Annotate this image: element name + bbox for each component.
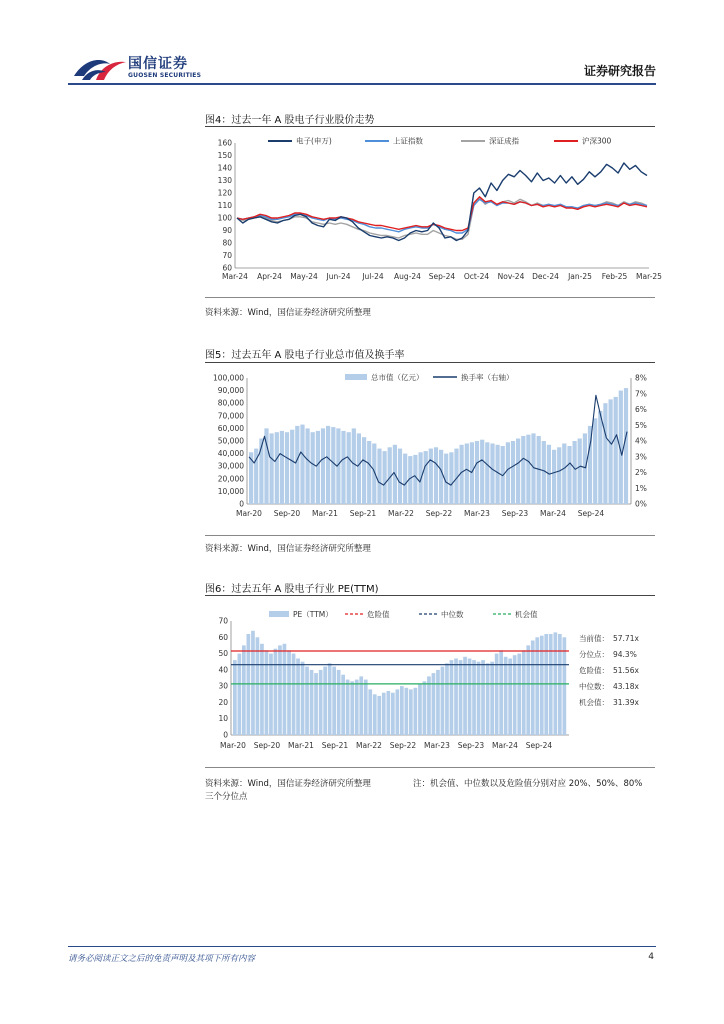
fig5-market-cap-bar [290,430,294,504]
fig6-pe-bar [432,673,436,735]
fig6-pe-bar [310,670,314,735]
fig4-source: 资料来源：Wind，国信证券经济研究所整理 [205,308,371,318]
fig5-market-cap-bar [403,454,407,504]
fig6-y-tick-label: 30 [218,681,228,691]
fig5-market-cap-bar [306,428,310,504]
fig4-x-tick-label: Apr-24 [257,272,282,281]
fig6-pe-bar [472,660,476,735]
fig5-market-cap-bar [593,418,597,504]
fig6-pe-bar [409,689,413,735]
fig5-x-tick-label: Sep-20 [273,509,301,518]
fig4-x-tick-label: Dec-24 [532,272,559,281]
fig6-pe-bar [373,694,377,735]
fig4-series-line [237,163,647,241]
fig6-pe-bar [305,667,309,735]
fig6-stat-label: 危险值： [579,666,609,675]
fig6-pe-bar [292,654,296,735]
fig5-market-cap-bar [316,431,320,504]
fig6-pe-bar [486,663,490,735]
fig5-market-cap-bar [321,428,325,504]
fig6-y-tick-label: 70 [218,616,228,626]
fig6-stat-label: 分位点： [579,650,609,659]
fig5-market-cap-bar [609,399,613,504]
fig6-pe-bar [319,670,323,735]
fig6-stat-label: 当前值： [579,634,609,643]
fig4-y-tick-label: 60 [222,263,232,273]
fig5-y-right-tick-label: 1% [635,483,647,493]
fig5-legend-label: 换手率（右轴） [461,373,514,382]
fig5-market-cap-bar [475,441,479,504]
fig5-market-cap-bar [424,451,428,504]
fig6-pe-bar [423,681,427,735]
fig6-pe-bar [287,650,291,735]
fig6-pe-bar [418,685,422,736]
fig4-x-tick-label: Mar-24 [222,272,248,281]
fig6-x-tick-label: Sep-22 [389,741,417,750]
fig6-pe-bar [544,634,548,735]
fig5-y-right-tick-label: 4% [635,436,647,446]
fig6-pe-bar [441,667,445,735]
fig6-pe-bar [454,659,458,736]
fig5-y-right-tick-label: 5% [635,420,647,430]
fig5-top-rule [205,362,655,363]
fig6-pe-bar [495,654,499,735]
fig6-pe-bar [490,662,494,735]
fig6-y-tick-label: 20 [218,697,228,707]
page-number: 4 [648,952,654,962]
fig6-pe-bar [382,693,386,735]
fig6-pe-bar [459,660,463,735]
fig6-stat-value: 43.18x [613,682,639,691]
fig6-pe-bar [265,650,269,735]
fig6-y-tick-label: 40 [218,665,228,675]
fig5-market-cap-bar [562,444,566,505]
fig6-pe-bar [346,680,350,735]
fig5-y-left-tick-label: 50,000 [217,436,244,446]
fig6-pe-bar [405,688,409,735]
fig5-market-cap-bar [614,397,618,504]
fig4-x-tick-label: May-24 [290,272,318,281]
fig5-y-right-tick-label: 8% [635,373,647,383]
fig6-pe-bar [332,667,336,735]
fig4-y-tick-label: 160 [217,138,232,148]
fig6-pe-bar [238,654,242,735]
fig6-note: 注：机会值、中位数以及危险值分别对应 20%、50%、80% [413,779,643,789]
fig6-pe-bar [535,637,539,735]
fig6-x-tick-label: Mar-21 [288,741,314,750]
fig4-top-rule [205,126,655,127]
fig6-x-tick-label: Sep-21 [321,741,349,750]
fig4-x-tick-label: Jan-25 [568,272,592,281]
fig6-pe-bar [463,657,467,735]
fig5-market-cap-bar [573,441,577,504]
fig6-stat-value: 57.71x [613,634,639,643]
fig6-legend-label: 机会值 [515,610,538,619]
fig5-market-cap-bar [583,433,587,504]
fig4-y-tick-label: 80 [222,238,232,248]
fig6-pe-bar [256,637,260,735]
fig5-y-right-tick-label: 7% [635,389,647,399]
fig4-x-tick-label: Nov-24 [497,272,525,281]
fig4-y-tick-label: 100 [217,213,232,223]
fig6-stat-label: 中位数： [579,682,609,691]
fig4-x-tick-label: Oct-24 [463,272,490,281]
fig6-pe-bar [278,645,282,735]
fig5-y-left-tick-label: 0 [239,499,244,509]
fig6-pe-bar [350,681,354,735]
fig5-market-cap-bar [485,442,489,504]
fig6-pe-bar [450,660,454,735]
fig5-market-cap-bar [542,441,546,504]
fig5-market-cap-bar [413,455,417,504]
fig5-x-tick-label: Mar-21 [312,509,338,518]
fig6-pe-bar [558,634,562,735]
fig4-y-tick-label: 70 [222,251,232,260]
fig6-pe-bar [368,689,372,735]
fig6-pe-bar [477,662,481,735]
fig6-pe-bar [414,688,418,735]
fig5-source: 资料来源：Wind，国信证券经济研究所整理 [205,544,371,554]
fig5-title: 图5：过去五年 A 股电子行业总市值及换手率 [205,350,405,361]
fig5-x-tick-label: Mar-22 [388,509,414,518]
footer-disclaimer: 请务必阅读正文之后的免责声明及其项下所有内容 [68,954,256,964]
fig6-pe-bar [549,634,553,735]
logo-english-name: GUOSEN SECURITIES [128,72,202,79]
fig5-market-cap-bar [429,449,433,504]
fig6-legend-label: 危险值 [367,610,390,619]
fig5-market-cap-bar [367,441,371,504]
fig5-x-tick-label: Mar-23 [464,509,490,518]
fig6-pe-bar [377,696,381,735]
fig6-pe-bar [301,662,305,735]
fig5-legend-label: 总市值（亿元） [371,373,424,382]
fig4-x-tick-label: Feb-25 [601,272,628,281]
fig6-pe-bar [269,654,273,735]
fig5-market-cap-bar [578,439,582,505]
fig5-y-left-tick-label: 90,000 [217,386,244,396]
fig6-pe-bar [468,659,472,736]
fig5-y-left-tick-label: 70,000 [217,411,244,421]
fig5-y-right-tick-label: 2% [635,468,647,477]
fig6-pe-bar [436,670,440,735]
fig6-note-continued: 三个分位点 [205,792,248,802]
fig4-y-tick-label: 150 [217,151,232,160]
fig5-market-cap-bar [449,452,453,504]
fig6-chart [205,603,655,755]
fig6-pe-bar [526,645,530,735]
fig5-market-cap-bar [496,445,500,504]
fig6-pe-bar [247,634,251,735]
fig4-y-tick-label: 110 [217,201,232,210]
fig6-pe-bar [400,686,404,735]
fig6-legend-swatch [269,611,289,617]
fig4-legend-label: 深证成指 [489,136,519,146]
fig6-pe-bar [481,660,485,735]
fig5-market-cap-bar [295,426,299,504]
fig6-pe-bar [283,644,287,735]
fig4-y-tick-label: 120 [217,188,232,198]
fig5-market-cap-bar [490,444,494,505]
fig5-market-cap-bar [465,444,469,505]
fig6-pe-bar [355,680,359,735]
fig6-pe-bar [396,689,400,735]
fig5-market-cap-bar [352,428,356,504]
fig5-market-cap-bar [383,451,387,504]
fig5-market-cap-bar [439,450,443,504]
fig5-x-tick-label: Mar-20 [236,509,262,518]
fig6-pe-bar [508,659,512,736]
fig4-y-tick-label: 130 [217,176,232,185]
fig4-x-tick-label: Aug-24 [394,272,421,281]
fig6-pe-bar [364,680,368,735]
fig6-pe-bar [233,660,237,735]
report-type-title: 证券研究报告 [583,64,656,78]
fig4-legend-label: 上证指数 [393,136,423,146]
fig5-market-cap-bar [552,450,556,504]
fig5-market-cap-bar [362,437,366,504]
guosen-logo-icon [70,50,130,82]
fig5-market-cap-bar [557,447,561,504]
fig6-pe-bar [337,670,341,735]
fig5-market-cap-bar [480,440,484,504]
fig5-market-cap-bar [377,449,381,504]
fig5-market-cap-bar [280,431,284,504]
fig6-pe-bar [499,650,503,735]
fig5-market-cap-bar [470,442,474,504]
fig6-legend-label: 中位数 [441,610,464,619]
fig5-market-cap-bar [598,411,602,504]
fig5-market-cap-bar [567,446,571,504]
fig5-y-right-tick-label: 3% [635,452,647,462]
fig6-stat-value: 51.56x [613,666,639,675]
fig5-market-cap-bar [331,427,335,504]
fig5-market-cap-bar [326,426,330,504]
fig5-market-cap-bar [285,432,289,504]
fig5-market-cap-bar [357,433,361,504]
fig5-legend-swatch [345,374,367,380]
fig4-legend-label: 电子(申万) [296,136,332,146]
fig5-market-cap-bar [300,425,304,504]
fig6-x-tick-label: Mar-20 [220,741,246,750]
fig6-source: 资料来源：Wind，国信证券经济研究所整理 [205,779,371,789]
fig5-market-cap-bar [398,449,402,504]
fig5-market-cap-bar [275,432,279,504]
fig5-y-left-tick-label: 100,000 [212,373,244,383]
fig6-x-tick-label: Sep-24 [525,741,553,750]
footer-divider [68,946,656,947]
fig6-pe-bar [359,676,363,735]
fig6-y-tick-label: 10 [218,714,228,724]
fig5-market-cap-bar [521,436,525,504]
fig5-market-cap-bar [516,439,520,505]
fig6-pe-bar [274,649,278,735]
fig6-stat-value: 94.3% [613,650,637,659]
fig6-x-tick-label: Sep-20 [253,741,281,750]
fig6-top-rule [205,595,655,596]
fig6-x-tick-label: Mar-24 [492,741,518,750]
fig6-pe-bar [242,645,246,735]
fig4-chart [205,128,662,292]
fig5-x-tick-label: Mar-24 [540,509,566,518]
fig5-market-cap-bar [506,442,510,504]
fig5-market-cap-bar [347,432,351,504]
fig5-y-left-tick-label: 80,000 [217,398,244,408]
fig6-x-tick-label: Sep-23 [457,741,485,750]
fig6-stat-label: 机会值： [579,698,609,707]
fig4-x-tick-label: Sep-24 [428,272,456,281]
fig5-y-left-tick-label: 30,000 [217,461,244,471]
fig6-pe-bar [531,641,535,736]
fig5-market-cap-bar [603,403,607,504]
fig4-legend-label: 沪深300 [582,136,612,146]
fig5-bottom-rule [205,535,655,536]
fig6-y-tick-label: 0 [223,730,228,740]
fig6-pe-bar [513,655,517,735]
fig5-x-tick-label: Sep-24 [577,509,605,518]
header-divider [68,83,656,85]
fig4-x-tick-label: Jun-24 [326,272,351,281]
fig6-y-tick-label: 60 [218,632,228,642]
fig5-x-tick-label: Sep-23 [501,509,529,518]
fig5-y-left-tick-label: 10,000 [217,486,244,496]
fig6-x-tick-label: Mar-23 [424,741,450,750]
fig6-pe-bar [504,657,508,735]
fig5-market-cap-bar [511,441,515,504]
fig5-market-cap-bar [526,435,530,504]
fig6-pe-bar [563,637,567,735]
fig5-y-right-tick-label: 0% [635,499,647,509]
fig6-pe-bar [445,663,449,735]
fig6-legend-label: PE（TTM） [293,610,333,619]
fig5-market-cap-bar [624,388,628,504]
fig6-pe-bar [323,667,327,735]
fig4-bottom-rule [205,297,655,298]
fig6-pe-bar [522,650,526,735]
fig5-y-left-tick-label: 40,000 [217,449,244,459]
fig4-y-tick-label: 90 [222,226,232,235]
fig6-x-tick-label: Mar-22 [356,741,382,750]
fig6-pe-bar [391,693,395,735]
fig6-bottom-rule [205,767,655,768]
fig5-y-left-tick-label: 20,000 [217,474,244,484]
fig6-stat-value: 31.39x [613,698,639,707]
fig6-title: 图6：过去五年 A 股电子行业 PE(TTM) [205,584,379,595]
fig6-pe-bar [387,691,391,735]
fig5-y-right-tick-label: 6% [635,405,647,414]
logo-chinese-name: 国信证券 [128,56,188,72]
fig4-x-tick-label: Mar-25 [636,272,662,281]
fig4-x-tick-label: Jul-24 [362,272,384,281]
fig6-pe-bar [314,673,318,735]
fig5-market-cap-bar [311,432,315,504]
fig6-pe-bar [517,654,521,735]
fig4-y-tick-label: 140 [217,163,232,173]
fig5-market-cap-bar [341,431,345,504]
fig5-market-cap-bar [434,447,438,504]
fig5-market-cap-bar [270,433,274,504]
fig4-title: 图4：过去一年 A 股电子行业股价走势 [205,115,375,126]
fig6-pe-bar [296,659,300,736]
fig6-pe-bar [427,676,431,735]
fig5-y-left-tick-label: 60,000 [217,423,244,433]
fig6-pe-bar [251,631,255,735]
fig6-pe-bar [328,663,332,735]
fig5-x-tick-label: Sep-21 [349,509,377,518]
fig5-x-tick-label: Sep-22 [425,509,453,518]
fig6-pe-bar [260,644,264,735]
fig6-y-tick-label: 50 [218,649,228,659]
fig5-market-cap-bar [372,444,376,505]
fig4-series-line [237,197,647,231]
fig5-chart [205,366,655,524]
